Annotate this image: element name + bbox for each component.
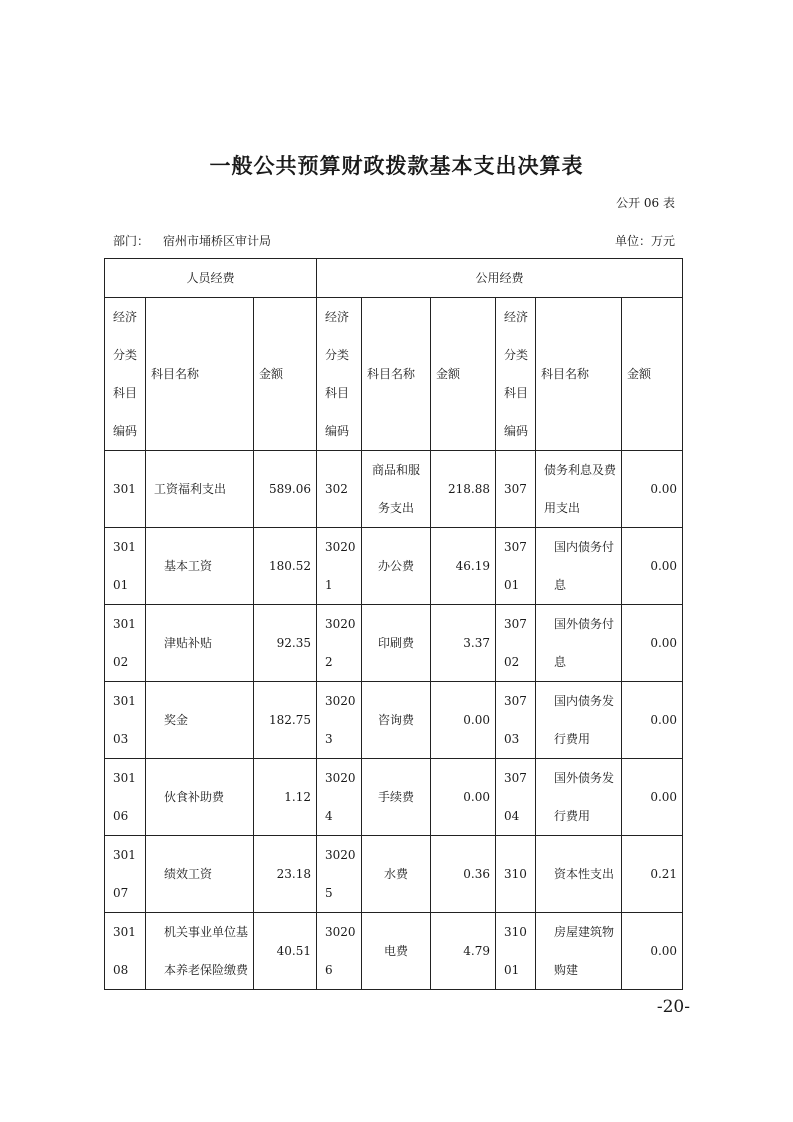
personnel-code-cell: 30108 (105, 913, 146, 990)
public-amount-cell: 46.19 (431, 528, 496, 605)
public-code-cell: 310 (496, 836, 536, 913)
public-name-cell: 办公费 (362, 528, 431, 605)
public-name-cell: 国内债务付息 (536, 528, 622, 605)
page-title: 一般公共预算财政拨款基本支出决算表 (209, 153, 584, 178)
table-row (105, 913, 683, 990)
table-row (105, 682, 683, 759)
personnel-name-cell: 津贴补贴 (146, 605, 254, 682)
public-amount-cell: 0.00 (622, 605, 683, 682)
public-amount-cell: 0.00 (622, 682, 683, 759)
public-code-cell: 31001 (496, 913, 536, 990)
public-amount-cell: 0.00 (622, 759, 683, 836)
public-name-cell: 电费 (362, 913, 431, 990)
public-name-cell: 商品和服务支出 (362, 451, 431, 528)
personnel-name-cell: 机关事业单位基本养老保险缴费 (146, 913, 254, 990)
personnel-name-cell: 伙食补助费 (146, 759, 254, 836)
col-header-amount: 金额 (622, 298, 683, 451)
col-header-name: 科目名称 (362, 298, 431, 451)
table-row (105, 836, 683, 913)
public-amount-cell: 0.21 (622, 836, 683, 913)
table-row (105, 528, 683, 605)
personnel-code-cell: 30101 (105, 528, 146, 605)
expenditure-table (104, 258, 683, 990)
personnel-amount-cell: 182.75 (254, 682, 317, 759)
public-name-cell: 水费 (362, 836, 431, 913)
table-row (105, 451, 683, 528)
personnel-amount-cell: 40.51 (254, 913, 317, 990)
public-name-cell: 资本性支出 (536, 836, 622, 913)
col-header-amount: 金额 (431, 298, 496, 451)
department-label: 部门： (113, 234, 150, 248)
personnel-amount-cell: 589.06 (254, 451, 317, 528)
public-code-cell: 30205 (317, 836, 362, 913)
col-header-code: 经济分类科目编码 (105, 298, 146, 451)
public-code-cell: 30204 (317, 759, 362, 836)
table-row (105, 605, 683, 682)
public-amount-cell: 0.00 (431, 682, 496, 759)
public-amount-cell: 0.00 (622, 913, 683, 990)
public-code-cell: 30201 (317, 528, 362, 605)
personnel-name-cell: 工资福利支出 (146, 451, 254, 528)
public-name-cell: 国外债务付息 (536, 605, 622, 682)
personnel-amount-cell: 92.35 (254, 605, 317, 682)
public-code-cell: 30203 (317, 682, 362, 759)
personnel-amount-cell: 180.52 (254, 528, 317, 605)
public-name-cell: 国内债务发行费用 (536, 682, 622, 759)
public-name-cell: 房屋建筑物购建 (536, 913, 622, 990)
personnel-code-cell: 301 (105, 451, 146, 528)
col-header-name: 科目名称 (146, 298, 254, 451)
personnel-amount-cell: 1.12 (254, 759, 317, 836)
public-code-cell: 30702 (496, 605, 536, 682)
group-header-personnel: 人员经费 (105, 259, 317, 298)
public-name-cell: 手续费 (362, 759, 431, 836)
personnel-code-cell: 30102 (105, 605, 146, 682)
public-amount-cell: 3.37 (431, 605, 496, 682)
public-amount-cell: 0.36 (431, 836, 496, 913)
department-name: 宿州市埇桥区审计局 (163, 234, 272, 248)
public-amount-cell: 4.79 (431, 913, 496, 990)
personnel-code-cell: 30107 (105, 836, 146, 913)
page-number: -20- (656, 997, 690, 1017)
personnel-name-cell: 奖金 (146, 682, 254, 759)
group-header-public: 公用经费 (317, 259, 683, 298)
form-number: 公开 06 表 (616, 196, 675, 210)
public-code-cell: 30704 (496, 759, 536, 836)
public-amount-cell: 0.00 (622, 451, 683, 528)
public-name-cell: 国外债务发行费用 (536, 759, 622, 836)
personnel-amount-cell: 23.18 (254, 836, 317, 913)
public-name-cell: 咨询费 (362, 682, 431, 759)
public-code-cell: 30701 (496, 528, 536, 605)
public-amount-cell: 218.88 (431, 451, 496, 528)
personnel-code-cell: 30103 (105, 682, 146, 759)
col-header-code: 经济分类科目编码 (496, 298, 536, 451)
public-amount-cell: 0.00 (622, 528, 683, 605)
public-code-cell: 302 (317, 451, 362, 528)
col-header-amount: 金额 (254, 298, 317, 451)
col-header-code: 经济分类科目编码 (317, 298, 362, 451)
public-code-cell: 30206 (317, 913, 362, 990)
public-name-cell: 印刷费 (362, 605, 431, 682)
table-row (105, 759, 683, 836)
personnel-name-cell: 绩效工资 (146, 836, 254, 913)
unit-label: 单位：万元 (614, 234, 675, 248)
col-header-name: 科目名称 (536, 298, 622, 451)
public-name-cell: 债务利息及费用支出 (536, 451, 622, 528)
public-code-cell: 30202 (317, 605, 362, 682)
personnel-name-cell: 基本工资 (146, 528, 254, 605)
personnel-code-cell: 30106 (105, 759, 146, 836)
department-line (113, 232, 271, 249)
public-code-cell: 30703 (496, 682, 536, 759)
public-amount-cell: 0.00 (431, 759, 496, 836)
public-code-cell: 307 (496, 451, 536, 528)
